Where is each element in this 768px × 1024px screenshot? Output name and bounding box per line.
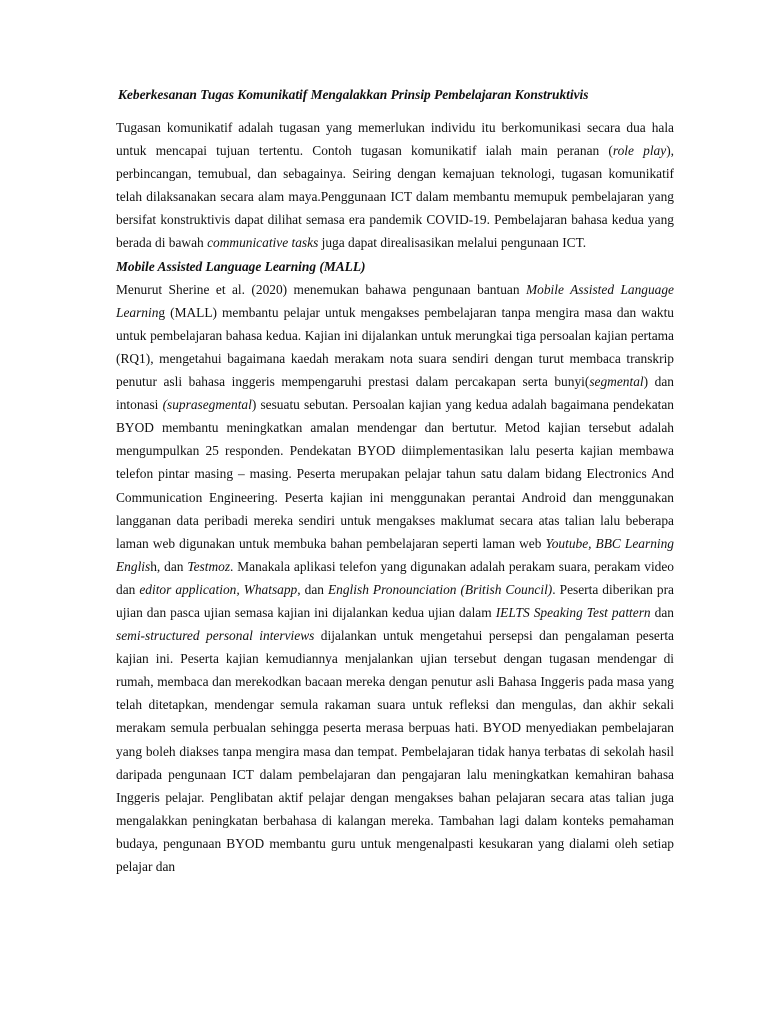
text-run: g (MALL) membantu pelajar untuk mengakses pembelajaran tanpa mengira masa dan waktu untuk pembelajaran bahasa kedua. Kajian ini dijalankan untuk merungkai tiga persoalan kajian pertama (RQ1), mengetahui bagaimana kaedah merakam nota suara sendiri dengan turut membaca transkrip penutur asli bahasa inggeris mempengaruhi prestasi dalam percakapan serta bunyi(	[116, 304, 674, 390]
italic-run: Youtube, BBC Learning Englis	[116, 535, 674, 574]
text-run: juga dapat direalisasikan melalui pengunaan ICT.	[318, 235, 587, 251]
paragraph-communicative-tasks	[116, 116, 674, 255]
italic-run: semi-structured personal interviews	[116, 628, 315, 644]
italic-run: editor application, Whatsapp	[139, 581, 298, 597]
text-run: . Manakala aplikasi telefon yang digunakan adalah perakam suara, perakam video dan	[116, 558, 674, 597]
subheading-mall: Mobile Assisted Language Learning (MALL)	[116, 258, 366, 274]
italic-run: role play	[612, 143, 667, 159]
text-run: . Peserta diberikan pra ujian dan pasca ujian semasa kajian ini dijalankan kedua ujian dalam	[116, 581, 674, 620]
italic-run: IELTS Speaking Test pattern	[495, 604, 651, 620]
text-run: dan	[650, 604, 674, 620]
italic-run: Testmoz	[187, 558, 231, 574]
text-run: , dan	[297, 581, 328, 597]
text-run: h, dan	[150, 558, 188, 574]
italic-run: segmental	[589, 374, 644, 390]
section-heading: Keberkesanan Tugas Komunikatif Mengalakkan Prinsip Pembelajaran Konstruktivis	[118, 87, 589, 102]
text-run: Tugasan komunikatif adalah tugasan yang memerlukan individu itu berkomunikasi secara dua hala untuk mencapai tujuan tertentu. Contoh tugasan komunikatif ialah main peranan (	[116, 120, 674, 159]
italic-run: (suprasegmental	[162, 397, 252, 413]
text-run: ) dan intonasi	[116, 374, 674, 413]
italic-run: Mobile Assisted Language Learnin	[116, 281, 675, 320]
text-run: ) sesuatu sebutan. Persoalan kajian yang kedua adalah bagaimana pendekatan BYOD membantu meningkatkan amalan mendengar dan bertutur. Metod kajian tersebut adalah mengumpulkan 25 responden. Pendekatan BYOD diimplementasikan lalu peserta kajian membawa telefon pintar masing – masing. Peserta merupakan pelajar tahun satu dalam bidang Electronics And Communication Engineering. Peserta kajian ini menggunakan perantai Android dan menggunakan langganan data peribadi mereka sendiri untuk mengakses maklumat secara atas talian lalu beberapa laman web digunakan untuk membuka bahan pembelajaran seperti laman web	[116, 397, 675, 551]
italic-run: English Pronounciation (British Council)	[327, 581, 553, 597]
text-run: ), perbincangan, temubual, dan sebagainya. Seiring dengan kemajuan teknologi, tugasan komunikatif telah dilaksanakan secara alam maya.Penggunaan ICT dalam membantu memupuk pembelajaran yang bersifat konstruktivis dapat dilihat semasa era pandemik COVID-19. Pembelajaran bahasa kedua yang berada di bawah	[116, 143, 674, 251]
paragraph-mall-study	[116, 278, 674, 878]
italic-run: communicative tasks	[207, 235, 319, 251]
text-run: dijalankan untuk mengetahui persepsi dan pengalaman peserta kajian ini. Peserta kajian kemudiannya menjalankan ujian tersebut dengan tugasan mendengar di rumah, membaca dan merekodkan bacaan mereka dengan penutur asli Bahasa Inggeris pada masa yang telah ditetapkan, mendengar semula rakaman suara untuk refleksi dan mengulas, dan akhir sekali merakam semula perbualan sehingga peserta merasa berpuas hati. BYOD menyediakan pembelajaran yang boleh diakses tanpa mengira masa dan tempat. Pembelajaran tidak hanya terbatas di sekolah hasil daripada pengunaan ICT dalam pembelajaran dan pengajaran lalu meningkatkan kemahiran bahasa Inggeris pelajar. Penglibatan aktif pelajar dengan mengakses bahan pelajaran secara atas talian juga mengalakkan peningkatan berbahasa di kalangan mereka. Tambahan lagi dalam konteks pemahaman budaya, pengunaan BYOD membantu guru untuk mengenalpasti kesukaran yang dialami oleh setiap pelajar dan	[116, 628, 674, 874]
text-run: Menurut Sherine et al. (2020) menemukan bahawa pengunaan bantuan	[116, 281, 526, 297]
